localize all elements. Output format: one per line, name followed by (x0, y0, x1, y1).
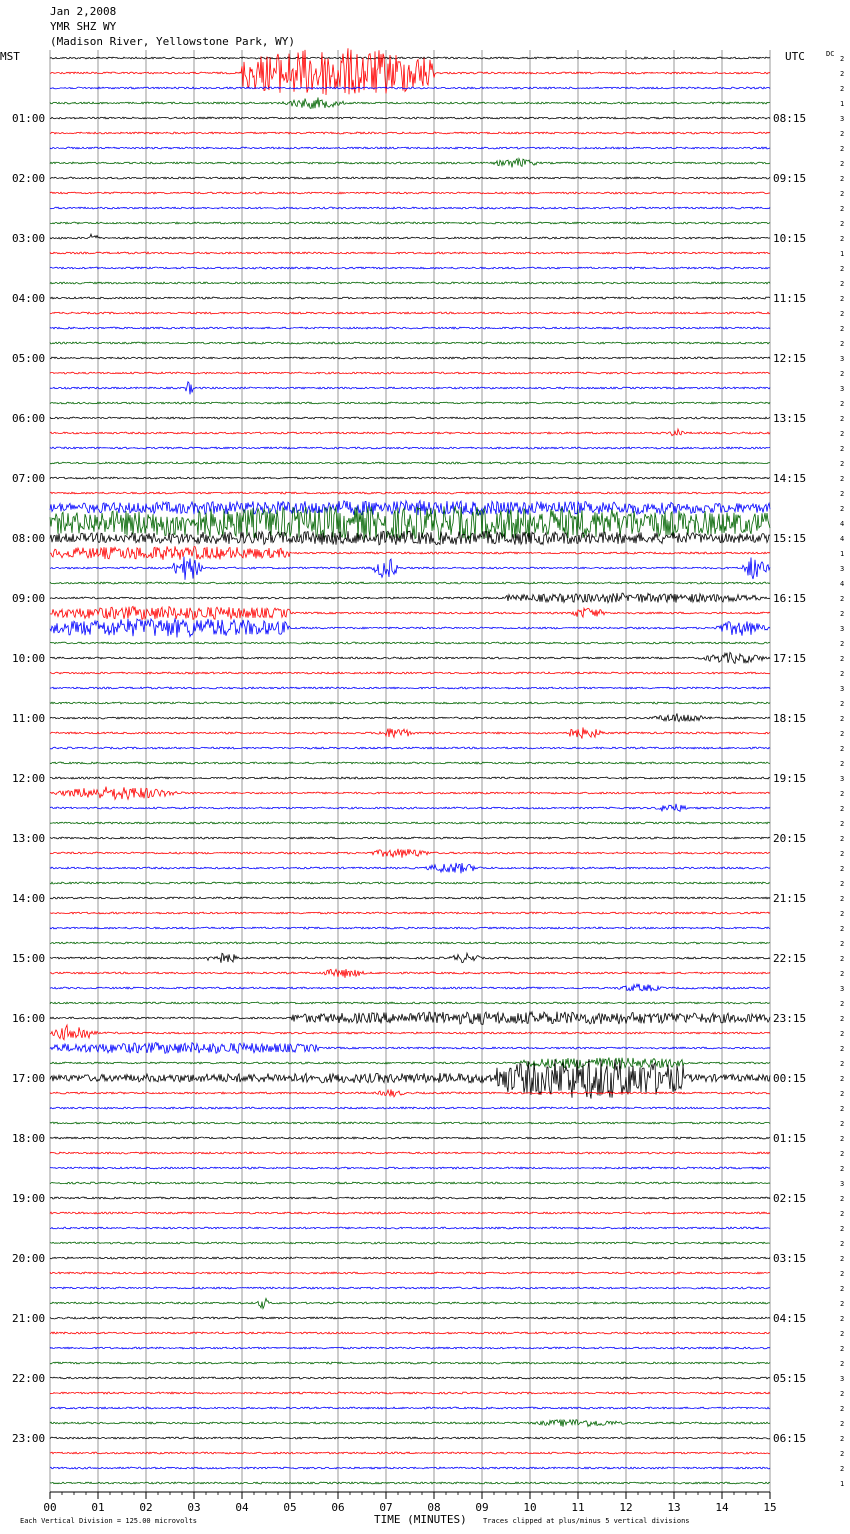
dc-value: 1 (840, 250, 845, 258)
dc-value: 2 (840, 895, 845, 903)
x-tick-label: 08 (427, 1501, 441, 1514)
trace-77 (50, 1212, 770, 1214)
utc-hour-label: 13:15 (773, 412, 807, 425)
trace-50 (50, 804, 770, 812)
dc-value: 2 (840, 610, 845, 618)
mst-hour-label: 02:00 (12, 172, 46, 185)
dc-value: 2 (840, 505, 845, 513)
dc-value: 2 (840, 1465, 845, 1473)
dc-value: 2 (840, 130, 845, 138)
dc-value: 2 (840, 595, 845, 603)
trace-52 (50, 837, 770, 839)
dc-value: 2 (840, 400, 845, 408)
dc-value: 2 (840, 1285, 845, 1293)
dc-value: 2 (840, 460, 845, 468)
trace-8 (50, 177, 770, 179)
trace-67 (50, 1058, 770, 1069)
dc-value: 2 (840, 1015, 845, 1023)
trace-39 (50, 642, 770, 644)
trace-14 (50, 267, 770, 269)
dc-value: 2 (840, 925, 845, 933)
utc-hour-label: 20:15 (773, 832, 807, 845)
trace-66 (50, 1042, 770, 1053)
dc-value: 2 (840, 670, 845, 678)
utc-hour-label: 08:15 (773, 112, 807, 125)
trace-47 (50, 762, 770, 764)
dc-value: 2 (840, 1000, 845, 1008)
mst-hour-label: 05:00 (12, 352, 46, 365)
dc-value: 2 (840, 310, 845, 318)
trace-82 (50, 1287, 770, 1289)
trace-93 (50, 1452, 770, 1454)
trace-23 (50, 402, 770, 404)
dc-value: 2 (840, 835, 845, 843)
dc-value: 2 (840, 220, 845, 228)
trace-64 (50, 1012, 770, 1025)
utc-hour-label: 19:15 (773, 772, 807, 785)
mst-hour-label: 04:00 (12, 292, 46, 305)
dc-value: 2 (840, 340, 845, 348)
utc-hour-label: 12:15 (773, 352, 807, 365)
dc-value: 2 (840, 1120, 845, 1128)
trace-2 (50, 87, 770, 89)
trace-74 (50, 1167, 770, 1169)
trace-73 (50, 1152, 770, 1154)
trace-42 (50, 687, 770, 689)
dc-value: 2 (840, 790, 845, 798)
dc-value: 2 (840, 1150, 845, 1158)
trace-61 (50, 969, 770, 978)
dc-value: 2 (840, 850, 845, 858)
mst-hour-label: 22:00 (12, 1372, 46, 1385)
dc-label: DC (826, 50, 835, 58)
trace-29 (50, 492, 770, 494)
dc-value: 2 (840, 265, 845, 273)
trace-58 (50, 927, 770, 929)
x-tick-label: 14 (715, 1501, 729, 1514)
trace-56 (50, 897, 770, 899)
dc-value: 2 (840, 910, 845, 918)
mst-hour-label: 06:00 (12, 412, 46, 425)
dc-value: 2 (840, 865, 845, 873)
x-tick-label: 12 (619, 1501, 633, 1514)
trace-94 (50, 1467, 770, 1469)
mst-hour-label: 08:00 (12, 532, 46, 545)
mst-axis-label: MST (0, 50, 20, 63)
trace-65 (50, 1025, 770, 1040)
dc-value: 3 (840, 985, 845, 993)
mst-hour-label: 13:00 (12, 832, 46, 845)
dc-value: 4 (840, 520, 845, 528)
dc-value: 2 (840, 1435, 845, 1443)
mst-hour-label: 11:00 (12, 712, 46, 725)
dc-value: 1 (840, 100, 845, 108)
utc-hour-label: 01:15 (773, 1132, 807, 1145)
utc-hour-label: 04:15 (773, 1312, 807, 1325)
grid-lines (50, 50, 770, 1492)
dc-value: 2 (840, 415, 845, 423)
mst-hour-label: 15:00 (12, 952, 46, 965)
dc-value: 2 (840, 745, 845, 753)
dc-value: 2 (840, 1255, 845, 1263)
dc-value: 2 (840, 1030, 845, 1038)
trace-32 (50, 531, 770, 545)
utc-hour-label: 16:15 (773, 592, 807, 605)
dc-value: 2 (840, 235, 845, 243)
utc-hour-label: 02:15 (773, 1192, 807, 1205)
dc-value: 2 (840, 940, 845, 948)
dc-value: 2 (840, 820, 845, 828)
dc-value: 2 (840, 1075, 845, 1083)
utc-hour-label: 22:15 (773, 952, 807, 965)
mst-hour-label: 20:00 (12, 1252, 46, 1265)
utc-hour-label: 15:15 (773, 532, 807, 545)
clip-note: Traces clipped at plus/minus 5 vertical divisions (483, 1517, 690, 1525)
dc-value: 2 (840, 85, 845, 93)
mst-hour-label: 09:00 (12, 592, 46, 605)
dc-value: 3 (840, 385, 845, 393)
dc-value: 2 (840, 1060, 845, 1068)
dc-value: 2 (840, 760, 845, 768)
dc-value: 2 (840, 190, 845, 198)
dc-value: 2 (840, 1165, 845, 1173)
utc-hour-label: 05:15 (773, 1372, 807, 1385)
mst-hour-label: 21:00 (12, 1312, 46, 1325)
trace-78 (50, 1227, 770, 1229)
dc-value: 3 (840, 565, 845, 573)
trace-5 (50, 132, 770, 134)
trace-28 (50, 477, 770, 479)
dc-value: 2 (840, 475, 845, 483)
dc-value: 2 (840, 430, 845, 438)
dc-value: 2 (840, 1405, 845, 1413)
dc-value: 2 (840, 1225, 845, 1233)
trace-75 (50, 1182, 770, 1184)
trace-69 (50, 1090, 770, 1097)
station-code: YMR SHZ WY (50, 20, 117, 33)
utc-hour-label: 18:15 (773, 712, 807, 725)
x-tick-label: 07 (379, 1501, 393, 1514)
dc-value: 3 (840, 1180, 845, 1188)
dc-value: 4 (840, 580, 845, 588)
mst-hour-label: 01:00 (12, 112, 46, 125)
utc-hour-label: 03:15 (773, 1252, 807, 1265)
trace-60 (50, 953, 770, 963)
trace-71 (50, 1122, 770, 1124)
dc-value: 2 (840, 280, 845, 288)
trace-6 (50, 147, 770, 149)
trace-81 (50, 1272, 770, 1274)
trace-79 (50, 1242, 770, 1244)
dc-value: 2 (840, 1195, 845, 1203)
x-tick-label: 01 (91, 1501, 105, 1514)
dc-value: 2 (840, 295, 845, 303)
dc-value: 2 (840, 730, 845, 738)
trace-89 (50, 1392, 770, 1394)
mst-hour-label: 19:00 (12, 1192, 46, 1205)
trace-26 (50, 447, 770, 449)
utc-hour-label: 23:15 (773, 1012, 807, 1025)
dc-value: 2 (840, 1240, 845, 1248)
trace-21 (50, 372, 770, 374)
dc-value: 2 (840, 1315, 845, 1323)
trace-30 (50, 501, 770, 515)
dc-value: 3 (840, 355, 845, 363)
plot-date: Jan 2,2008 (50, 5, 117, 18)
utc-hour-label: 11:15 (773, 292, 807, 305)
mst-hour-label: 16:00 (12, 1012, 46, 1025)
dc-value: 2 (840, 1270, 845, 1278)
trace-84 (50, 1317, 770, 1319)
dc-value: 2 (840, 1300, 845, 1308)
trace-41 (50, 672, 770, 674)
dc-value: 2 (840, 880, 845, 888)
trace-80 (50, 1257, 770, 1259)
trace-36 (50, 593, 770, 602)
trace-37 (50, 606, 770, 619)
trace-44 (50, 713, 770, 721)
utc-hour-label: 17:15 (773, 652, 807, 665)
dc-value: 2 (840, 715, 845, 723)
trace-27 (50, 462, 770, 464)
dc-value: 2 (840, 1135, 845, 1143)
scale-note: Each Vertical Division = 125.00 microvolts (20, 1517, 198, 1525)
dc-value: 2 (840, 1090, 845, 1098)
trace-11 (50, 222, 770, 224)
dc-value: 2 (840, 445, 845, 453)
trace-35 (50, 582, 770, 584)
mst-hour-label: 07:00 (12, 472, 46, 485)
dc-value: 2 (840, 70, 845, 78)
trace-22 (50, 382, 770, 395)
trace-55 (50, 882, 770, 884)
trace-88 (50, 1377, 770, 1379)
x-tick-label: 04 (235, 1501, 249, 1514)
trace-24 (50, 417, 770, 419)
dc-value: 2 (840, 55, 845, 63)
trace-40 (50, 652, 770, 663)
dc-value: 2 (840, 490, 845, 498)
trace-76 (50, 1197, 770, 1199)
x-tick-label: 00 (43, 1501, 57, 1514)
trace-85 (50, 1332, 770, 1334)
trace-63 (50, 1002, 770, 1004)
dc-value: 3 (840, 625, 845, 633)
trace-46 (50, 747, 770, 749)
x-tick-label: 10 (523, 1501, 537, 1514)
time-axis (43, 1492, 776, 1514)
trace-59 (50, 942, 770, 944)
x-tick-label: 05 (283, 1501, 297, 1514)
dc-value: 2 (840, 370, 845, 378)
trace-49 (50, 787, 770, 800)
dc-value: 2 (840, 325, 845, 333)
trace-16 (50, 297, 770, 299)
trace-25 (50, 429, 770, 436)
utc-hour-label: 10:15 (773, 232, 807, 245)
dc-value: 4 (840, 535, 845, 543)
trace-57 (50, 912, 770, 914)
trace-31 (50, 506, 770, 539)
seismic-traces (50, 48, 770, 1484)
station-location: (Madison River, Yellowstone Park, WY) (50, 35, 296, 48)
x-axis-title: TIME (MINUTES) (374, 1513, 467, 1526)
utc-hour-label: 09:15 (773, 172, 807, 185)
trace-9 (50, 192, 770, 194)
trace-34 (50, 557, 770, 580)
dc-value: 3 (840, 685, 845, 693)
utc-hour-label: 00:15 (773, 1072, 807, 1085)
x-tick-label: 15 (763, 1501, 777, 1514)
trace-18 (50, 327, 770, 329)
utc-hour-label: 21:15 (773, 892, 807, 905)
trace-33 (50, 546, 770, 560)
x-tick-label: 02 (139, 1501, 153, 1514)
trace-87 (50, 1362, 770, 1364)
x-tick-label: 11 (571, 1501, 585, 1514)
dc-value: 2 (840, 1345, 845, 1353)
trace-45 (50, 727, 770, 738)
trace-83 (50, 1298, 770, 1308)
trace-19 (50, 342, 770, 344)
dc-value: 2 (840, 1045, 845, 1053)
trace-92 (50, 1437, 770, 1439)
dc-value: 2 (840, 970, 845, 978)
dc-value: 2 (840, 805, 845, 813)
dc-value: 2 (840, 955, 845, 963)
trace-10 (50, 207, 770, 209)
trace-4 (50, 117, 770, 119)
trace-13 (50, 252, 770, 254)
trace-90 (50, 1407, 770, 1409)
dc-value: 2 (840, 1330, 845, 1338)
dc-value: 2 (840, 1360, 845, 1368)
dc-value: 3 (840, 775, 845, 783)
trace-43 (50, 702, 770, 704)
dc-value: 2 (840, 175, 845, 183)
dc-value: 2 (840, 655, 845, 663)
trace-38 (50, 619, 770, 638)
dc-value: 3 (840, 115, 845, 123)
dc-value: 2 (840, 145, 845, 153)
trace-12 (50, 234, 770, 239)
utc-hour-label: 06:15 (773, 1432, 807, 1445)
dc-value: 2 (840, 1420, 845, 1428)
trace-3 (50, 97, 770, 108)
trace-48 (50, 777, 770, 779)
mst-hour-label: 14:00 (12, 892, 46, 905)
mst-hour-label: 03:00 (12, 232, 46, 245)
mst-hour-label: 12:00 (12, 772, 46, 785)
utc-axis-label: UTC (785, 50, 805, 63)
dc-value: 2 (840, 1450, 845, 1458)
trace-54 (50, 863, 770, 873)
trace-95 (50, 1482, 770, 1484)
dc-value: 3 (840, 1375, 845, 1383)
trace-15 (50, 282, 770, 284)
trace-51 (50, 822, 770, 824)
dc-value: 2 (840, 1210, 845, 1218)
utc-hour-label: 14:15 (773, 472, 807, 485)
mst-hour-label: 18:00 (12, 1132, 46, 1145)
trace-7 (50, 159, 770, 168)
x-tick-label: 03 (187, 1501, 201, 1514)
trace-91 (50, 1420, 770, 1427)
dc-value: 1 (840, 1480, 845, 1488)
trace-0 (50, 57, 770, 59)
trace-53 (50, 849, 770, 858)
mst-hour-label: 17:00 (12, 1072, 46, 1085)
dc-value: 2 (840, 640, 845, 648)
trace-70 (50, 1107, 770, 1109)
dc-value: 2 (840, 205, 845, 213)
x-tick-label: 09 (475, 1501, 489, 1514)
trace-72 (50, 1137, 770, 1139)
mst-hour-label: 10:00 (12, 652, 46, 665)
trace-17 (50, 312, 770, 314)
trace-62 (50, 984, 770, 991)
dc-value: 2 (840, 1390, 845, 1398)
trace-20 (50, 357, 770, 359)
x-tick-label: 13 (667, 1501, 681, 1514)
mst-hour-label: 23:00 (12, 1432, 46, 1445)
dc-value: 2 (840, 700, 845, 708)
dc-value: 2 (840, 1105, 845, 1113)
dc-value: 1 (840, 550, 845, 558)
dc-value: 2 (840, 160, 845, 168)
trace-86 (50, 1347, 770, 1349)
x-tick-label: 06 (331, 1501, 345, 1514)
